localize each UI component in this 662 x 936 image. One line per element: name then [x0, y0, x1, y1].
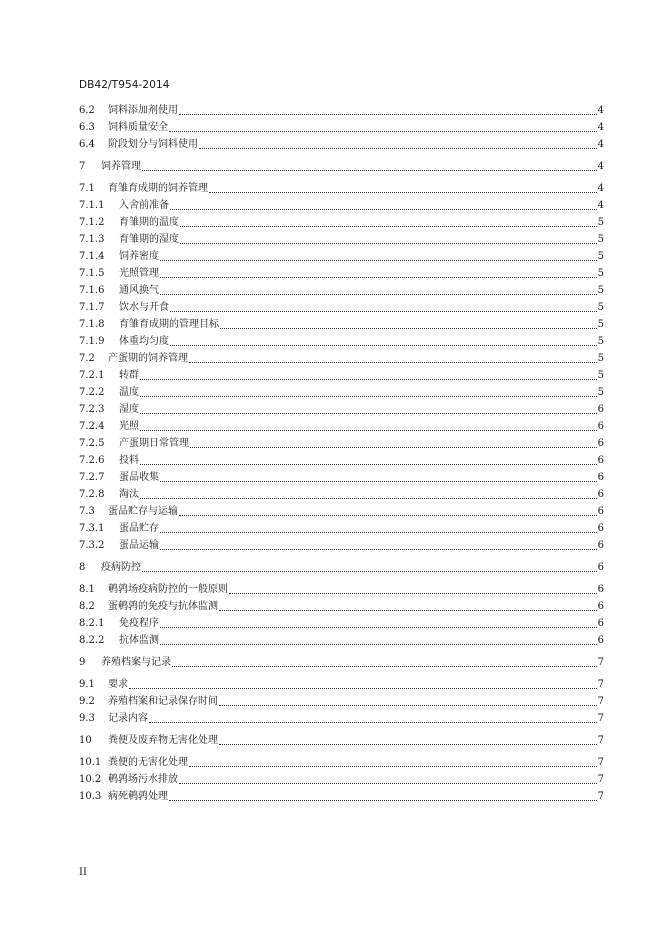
toc-entry-number: 6.4	[79, 139, 95, 150]
toc-entry-page: 5	[597, 387, 604, 398]
toc-entry-title: 产蛋期的饲养管理	[108, 353, 188, 364]
toc-dot-leader	[190, 446, 597, 448]
toc-entry[interactable]	[79, 451, 604, 467]
toc-entry-page: 7	[597, 757, 604, 768]
toc-entry-page: 7	[597, 679, 604, 690]
toc-entry-title: 病死鹌鹑处理	[108, 791, 168, 802]
toc-entry-page: 6	[597, 584, 604, 595]
toc-entry[interactable]	[79, 434, 604, 450]
toc-entry[interactable]	[79, 157, 604, 173]
toc-dot-leader	[220, 327, 597, 329]
toc-dot-leader	[169, 130, 597, 132]
toc-dot-leader	[140, 395, 597, 397]
toc-entry-page: 6	[597, 635, 604, 646]
toc-dot-leader	[140, 378, 597, 380]
toc-entry-page: 4	[597, 161, 604, 172]
toc-entry-title: 阶段划分与饲料使用	[108, 139, 198, 150]
toc-entry[interactable]	[79, 787, 604, 803]
toc-entry-page: 7	[597, 791, 604, 802]
toc-entry-page: 4	[597, 139, 604, 150]
toc-entry-page: 6	[597, 404, 604, 415]
toc-dot-leader	[160, 626, 597, 628]
toc-entry-page: 7	[597, 657, 604, 668]
toc-dot-leader	[219, 704, 597, 706]
toc-entry-number: 7.2.1	[79, 370, 105, 381]
toc-entry-number: 9.2	[79, 696, 95, 707]
toc-entry-number: 7.2.3	[79, 404, 105, 415]
toc-dot-leader	[160, 643, 597, 645]
toc-dot-leader	[140, 463, 597, 465]
toc-entry-number: 10.3	[79, 791, 102, 802]
toc-entry-title: 温度	[119, 387, 139, 398]
toc-entry[interactable]	[79, 731, 604, 747]
toc-entry-number: 7.1.3	[79, 234, 105, 245]
toc-entry-number: 7.1.6	[79, 285, 105, 296]
toc-entry-title: 记录内容	[108, 713, 148, 724]
toc-entry-page: 6	[597, 506, 604, 517]
toc-entry-title: 蛋品贮存与运输	[108, 506, 178, 517]
toc-entry-number: 8	[79, 562, 86, 573]
toc-entry-number: 9.3	[79, 713, 95, 724]
toc-entry-page: 6	[597, 438, 604, 449]
toc-entry-number: 7.3.1	[79, 523, 105, 534]
toc-entry[interactable]	[79, 247, 604, 263]
toc-entry-number: 7.1.8	[79, 319, 105, 330]
toc-entry-page: 5	[597, 251, 604, 262]
toc-entry-number: 7.1.7	[79, 302, 105, 313]
toc-entry-title: 通风换气	[119, 285, 159, 296]
toc-entry-title: 投料	[119, 455, 139, 466]
toc-dot-leader	[142, 570, 597, 572]
toc-entry-title: 饲养管理	[101, 161, 141, 172]
toc-entry-number: 7	[79, 161, 86, 172]
toc-entry-number: 7.1.1	[79, 200, 105, 211]
toc-entry-title: 光照管理	[119, 268, 159, 279]
toc-entry[interactable]	[79, 631, 604, 647]
toc-entry[interactable]	[79, 519, 604, 535]
toc-entry-page: 5	[597, 217, 604, 228]
toc-entry-page: 5	[597, 353, 604, 364]
toc-entry[interactable]	[79, 196, 604, 212]
toc-dot-leader	[209, 191, 597, 193]
toc-dot-leader	[160, 259, 597, 261]
toc-dot-leader	[189, 765, 597, 767]
toc-entry[interactable]	[79, 692, 604, 708]
toc-entry-page: 5	[597, 319, 604, 330]
toc-entry-title: 湿度	[119, 404, 139, 415]
toc-entry-title: 鹌鹑场污水排放	[108, 774, 178, 785]
toc-entry[interactable]	[79, 675, 604, 691]
toc-entry-number: 10	[79, 735, 92, 746]
toc-entry[interactable]	[79, 230, 604, 246]
toc-entry-number: 7.2.6	[79, 455, 105, 466]
toc-entry[interactable]	[79, 383, 604, 399]
toc-entry[interactable]	[79, 315, 604, 331]
toc-entry-page: 6	[597, 562, 604, 573]
toc-entry-title: 鹌鹑场疫病防控的一般原则	[108, 584, 228, 595]
toc-entry-title: 饲料质量安全	[108, 122, 168, 133]
toc-entry-number: 6.3	[79, 122, 95, 133]
toc-dot-leader	[189, 361, 597, 363]
toc-entry[interactable]	[79, 558, 604, 574]
toc-entry[interactable]	[79, 281, 604, 297]
toc-entry-title: 育雏育成期的饲养管理	[108, 183, 208, 194]
toc-dot-leader	[199, 147, 597, 149]
toc-dot-leader	[170, 208, 597, 210]
toc-entry-number: 7.3.2	[79, 540, 105, 551]
toc-entry-page: 6	[597, 618, 604, 629]
toc-entry[interactable]	[79, 349, 604, 365]
toc-entry-title: 要求	[108, 679, 128, 690]
toc-entry-title: 疫病防控	[101, 562, 141, 573]
toc-entry-title: 蛋品运输	[119, 540, 159, 551]
toc-entry[interactable]	[79, 536, 604, 552]
toc-entry[interactable]	[79, 366, 604, 382]
toc-dot-leader	[140, 497, 597, 499]
toc-entry[interactable]	[79, 502, 604, 518]
toc-entry-page: 6	[597, 455, 604, 466]
toc-entry-title: 育雏期的湿度	[119, 234, 179, 245]
toc-entry-number: 7.2.4	[79, 421, 105, 432]
toc-entry-page: 4	[597, 122, 604, 133]
toc-entry[interactable]	[79, 653, 604, 669]
toc-entry-title: 饮水与开食	[119, 302, 169, 313]
toc-entry-title: 蛋鹌鹑的免疫与抗体监测	[108, 601, 218, 612]
toc-dot-leader	[160, 480, 597, 482]
toc-entry-title: 免疫程序	[119, 618, 159, 629]
toc-entry-page: 5	[597, 336, 604, 347]
toc-dot-leader	[179, 113, 597, 115]
toc-entry-number: 8.2	[79, 601, 95, 612]
toc-entry-number: 10.2	[79, 774, 102, 785]
toc-entry-page: 7	[597, 774, 604, 785]
toc-entry[interactable]	[79, 485, 604, 501]
toc-entry-title: 蛋品贮存	[119, 523, 159, 534]
toc-entry-title: 养殖档案和记录保存时间	[108, 696, 218, 707]
toc-entry-title: 养殖档案与记录	[101, 657, 171, 668]
toc-entry-page: 4	[597, 183, 604, 194]
toc-entry-title: 饲养密度	[119, 251, 159, 262]
toc-entry-number: 7.2.8	[79, 489, 105, 500]
toc-entry[interactable]	[79, 709, 604, 725]
toc-entry[interactable]	[79, 468, 604, 484]
toc-entry[interactable]	[79, 298, 604, 314]
toc-entry-page: 5	[597, 370, 604, 381]
toc-entry-title: 粪便及废弃物无害化处理	[108, 735, 218, 746]
toc-dot-leader	[169, 799, 597, 801]
toc-entry-page: 6	[597, 489, 604, 500]
toc-entry-number: 7.1.5	[79, 268, 105, 279]
toc-entry-number: 7.2.7	[79, 472, 105, 483]
toc-entry-page: 6	[597, 421, 604, 432]
toc-entry-number: 7.1.2	[79, 217, 105, 228]
toc-entry-title: 入舍前准备	[119, 200, 169, 211]
toc-entry-number: 7.1	[79, 183, 95, 194]
toc-entry-title: 体重均匀度	[119, 336, 169, 347]
toc-entry[interactable]	[79, 118, 604, 134]
toc-entry[interactable]	[79, 417, 604, 433]
toc-entry[interactable]	[79, 400, 604, 416]
page-number: II	[79, 867, 87, 878]
toc-entry-page: 6	[597, 523, 604, 534]
toc-entry-title: 育雏育成期的管理目标	[119, 319, 219, 330]
toc-entry[interactable]	[79, 101, 604, 117]
toc-entry-number: 9	[79, 657, 86, 668]
toc-entry[interactable]	[79, 614, 604, 630]
toc-entry-page: 7	[597, 735, 604, 746]
toc-dot-leader	[219, 743, 597, 745]
toc-dot-leader	[140, 429, 597, 431]
toc-entry-title: 转群	[119, 370, 139, 381]
toc-entry-page: 5	[597, 285, 604, 296]
toc-dot-leader	[172, 665, 597, 667]
toc-dot-leader	[140, 412, 597, 414]
toc-dot-leader	[219, 609, 597, 611]
toc-entry-title: 饲料添加剂使用	[108, 105, 178, 116]
toc-entry-number: 8.1	[79, 584, 95, 595]
toc-entry-page: 6	[597, 540, 604, 551]
toc-entry-page: 4	[597, 200, 604, 211]
toc-entry[interactable]	[79, 597, 604, 613]
document-code: DB42/T954-2014	[79, 79, 170, 91]
toc-dot-leader	[149, 721, 597, 723]
toc-dot-leader	[160, 531, 597, 533]
toc-entry[interactable]	[79, 770, 604, 786]
toc-dot-leader	[179, 782, 597, 784]
toc-dot-leader	[180, 225, 597, 227]
toc-entry-number: 9.1	[79, 679, 95, 690]
toc-entry[interactable]	[79, 753, 604, 769]
toc-entry-title: 淘汰	[119, 489, 139, 500]
toc-entry-number: 7.2	[79, 353, 95, 364]
toc-entry-number: 7.1.4	[79, 251, 105, 262]
toc-dot-leader	[170, 310, 597, 312]
toc-entry-number: 8.2.2	[79, 635, 105, 646]
toc-entry-number: 7.2.5	[79, 438, 105, 449]
toc-dot-leader	[180, 242, 597, 244]
toc-entry[interactable]	[79, 179, 604, 195]
toc-dot-leader	[160, 548, 597, 550]
toc-dot-leader	[142, 169, 597, 171]
toc-entry-title: 粪便的无害化处理	[108, 757, 188, 768]
toc-entry[interactable]	[79, 135, 604, 151]
toc-entry-number: 10.1	[79, 757, 102, 768]
toc-entry-page: 4	[597, 105, 604, 116]
toc-entry-page: 7	[597, 713, 604, 724]
toc-entry[interactable]	[79, 213, 604, 229]
toc-entry-number: 8.2.1	[79, 618, 105, 629]
toc-entry-page: 5	[597, 268, 604, 279]
toc-entry-title: 育雏期的温度	[119, 217, 179, 228]
toc-entry-page: 7	[597, 696, 604, 707]
toc-entry[interactable]	[79, 264, 604, 280]
toc-entry-title: 蛋品收集	[119, 472, 159, 483]
toc-dot-leader	[229, 592, 597, 594]
toc-entry-page: 6	[597, 601, 604, 612]
toc-entry[interactable]	[79, 580, 604, 596]
toc-entry-page: 5	[597, 234, 604, 245]
toc-entry-number: 7.3	[79, 506, 95, 517]
toc-dot-leader	[160, 293, 597, 295]
toc-dot-leader	[170, 344, 597, 346]
toc-entry-title: 产蛋期日常管理	[119, 438, 189, 449]
toc-entry-page: 6	[597, 472, 604, 483]
toc-entry-page: 5	[597, 302, 604, 313]
toc-entry-number: 7.1.9	[79, 336, 105, 347]
toc-entry-number: 7.2.2	[79, 387, 105, 398]
toc-entry-title: 抗体监测	[119, 635, 159, 646]
toc-dot-leader	[160, 276, 597, 278]
toc-dot-leader	[179, 514, 597, 516]
toc-entry-title: 光照	[119, 421, 139, 432]
toc-dot-leader	[129, 687, 597, 689]
toc-entry[interactable]	[79, 332, 604, 348]
toc-entry-number: 6.2	[79, 105, 95, 116]
